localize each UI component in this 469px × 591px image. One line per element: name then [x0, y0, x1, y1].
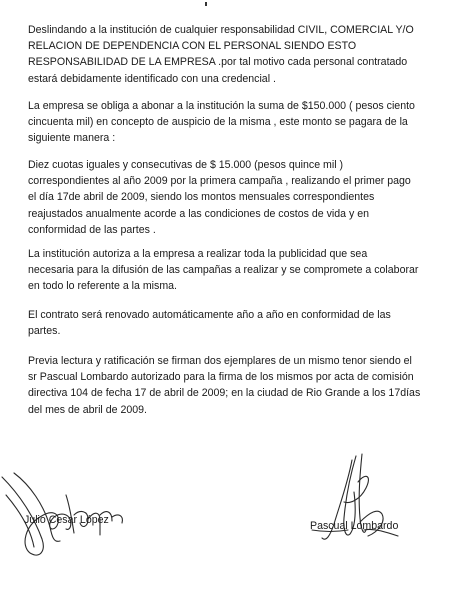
right-signatory-name: Pascual Lombardo	[310, 520, 399, 532]
text-line: partes.	[28, 325, 61, 338]
text-line: el día 17de abril de 2009, siendo los montos mensuales correspondientes	[28, 191, 375, 204]
paragraph-installments	[28, 157, 444, 238]
paragraph-liability-disclaimer	[28, 22, 444, 87]
left-signature-scribble	[0, 455, 125, 565]
right-signature-scribble	[300, 452, 430, 552]
text-line: conformidad de las partes .	[28, 223, 156, 236]
text-line: reajustados anualmente acorde a las condiciones de costos de vida y en	[28, 207, 369, 220]
text-line: correspondientes al año 2009 por la primera campaña , realizando el primer pago	[28, 175, 411, 188]
paragraph-ratification	[28, 353, 444, 418]
paragraph-renewal	[28, 307, 444, 339]
text-line: RESPONSABILIDAD DE LA EMPRESA .por tal motivo cada personal contratado	[28, 56, 408, 69]
text-line: del mes de abril de 2009.	[28, 403, 147, 416]
text-line: estará debidamente identificado con una credencial .	[28, 72, 276, 85]
paragraph-advertising-authorization	[28, 246, 444, 295]
text-line: El contrato será renovado automáticamente año a año en conformidad de las	[28, 309, 391, 321]
text-line: directiva 104 de fecha 17 de abril de 2009; en la ciudad de Rio Grande a los 17días	[28, 387, 421, 400]
text-line: cincuenta mil) en concepto de auspicio de la misma , este monto se pagara de la	[28, 116, 408, 129]
text-line: La empresa se obliga a abonar a la institución la suma de $150.000 ( pesos ciento	[28, 100, 415, 112]
text-line: necesaria para la difusión de las campañas a realizar y se compromete a colaborar	[28, 264, 419, 277]
text-line: Diez cuotas iguales y consecutivas de $ 15.000 (pesos quince mil )	[28, 159, 344, 171]
text-line: RELACION DE DEPENDENCIA CON EL PERSONAL SIENDO ESTO	[28, 40, 357, 53]
text-line: sr Pascual Lombardo autorizado para la firma de los mismos por acta de comisión	[28, 371, 414, 384]
text-line: Previa lectura y ratificación se firman dos ejemplares de un mismo tenor siendo el	[28, 355, 412, 367]
text-line: Deslindando a la institución de cualquier responsabilidad CIVIL, COMERCIAL Y/O	[28, 24, 414, 36]
text-line: siguiente manera :	[28, 132, 116, 145]
text-line: La institución autoriza a la empresa a realizar toda la publicidad que sea	[28, 248, 368, 260]
text-line: en todo lo referente a la misma.	[28, 280, 177, 293]
scan-speck	[205, 2, 207, 6]
paragraph-payment-obligation	[28, 98, 444, 147]
left-signatory-name: Julio Cesar López	[24, 514, 109, 526]
